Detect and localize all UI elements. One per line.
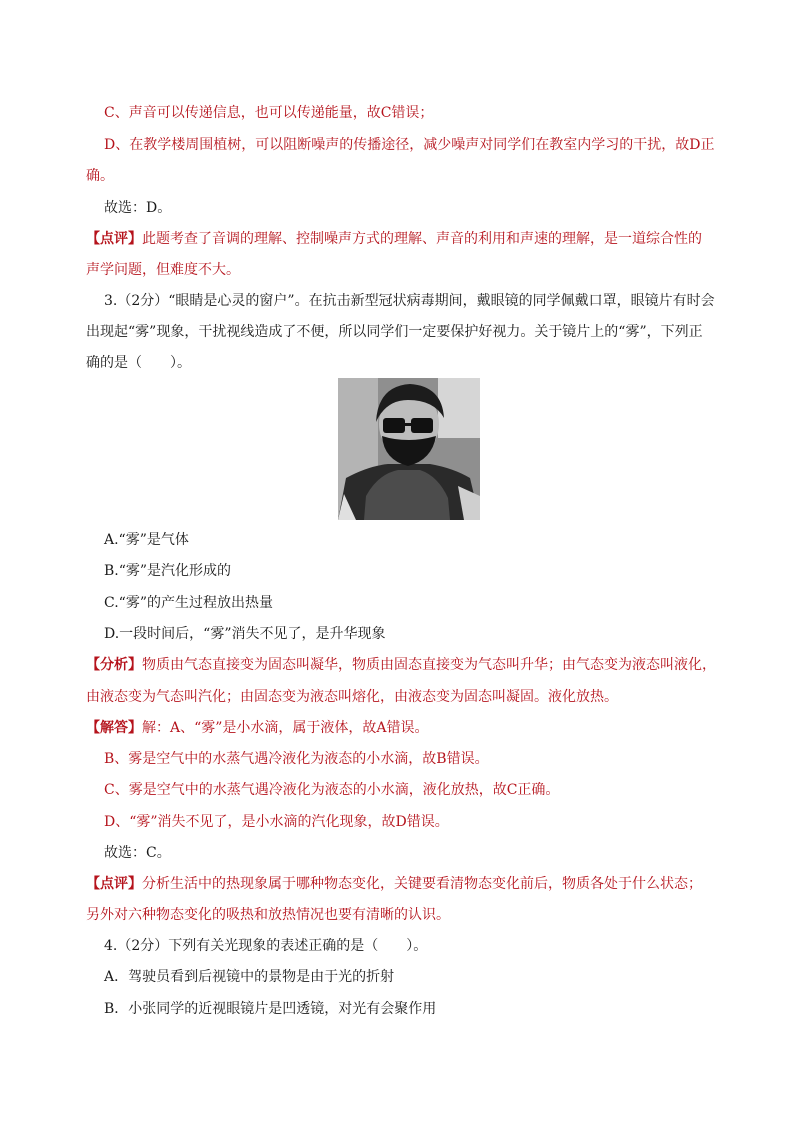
answer-line-3: 故选：C。 [104,845,171,861]
option-c-explanation: C、声音可以传递信息，也可以传递能量，故C错误； [104,105,434,121]
question-3-stem-cont: 出现起“雾”现象，干扰视线造成了不便，所以同学们一定要保护好视力。关于镜片上的“雾”，下列正 [86,324,703,340]
question-3-stem-end: 确的是（ ）。 [86,355,191,371]
masked-student-photo [338,378,480,520]
analysis-paragraph [86,656,716,674]
option-b: B.“雾”是汽化形成的 [104,563,232,579]
answer-line: 故选：D。 [104,200,172,216]
option-d-explanation-cont: 确。 [86,168,114,184]
comment-3-paragraph [86,875,702,893]
solution-d: D、“雾”消失不见了，是小水滴的汽化现象，故D错误。 [104,814,449,830]
question-4-option-a: A．驾驶员看到后视镜中的景物是由于光的折射 [104,969,395,985]
question-3-stem: 3.（2分）“眼睛是心灵的窗户”。在抗击新型冠状病毒期间，戴眼镜的同学佩戴口罩，眼镜片有时会 [104,293,715,309]
question-4-stem: 4.（2分）下列有关光现象的表述正确的是（ ）。 [104,938,428,954]
solution-paragraph [86,719,429,737]
solution-text: 解：A、“雾”是小水滴，属于液体，故A错误。 [142,720,429,736]
photo-illustration [338,378,480,520]
comment-text: 此题考查了音调的理解、控制噪声方式的理解、声音的利用和声速的理解，是一道综合性的 [142,231,702,247]
comment-paragraph [86,230,702,248]
analysis-text-cont: 由液态变为气态叫汽化；由固态变为液态叫熔化，由液态变为固态叫凝固。液化放热。 [86,689,618,705]
option-d-explanation: D、在教学楼周围植树，可以阻断噪声的传播途径，减少噪声对同学们在教室内学习的干扰，故D正 [104,137,715,153]
option-a: A.“雾”是气体 [104,532,189,548]
analysis-text: 物质由气态直接变为固态叫凝华，物质由固态直接变为气态叫升华；由气态变为液态叫液化， [142,657,716,673]
comment-text-cont: 声学问题，但难度不大。 [86,262,240,278]
question-4-option-b: B．小张同学的近视眼镜片是凹透镜，对光有会聚作用 [104,1001,437,1017]
analysis-tag: 【分析】 [86,657,142,673]
option-d: D.一段时间后，“雾”消失不见了，是升华现象 [104,626,386,642]
solution-c: C、雾是空气中的水蒸气遇冷液化为液态的小水滴，液化放热，故C正确。 [104,782,560,798]
comment-3-text: 分析生活中的热现象属于哪种物态变化，关键要看清物态变化前后，物质各处于什么状态； [142,876,702,892]
solution-b: B、雾是空气中的水蒸气遇冷液化为液态的小水滴，故B错误。 [104,751,489,767]
comment-tag: 【点评】 [86,231,142,247]
comment-3-tag: 【点评】 [86,876,142,892]
solution-tag: 【解答】 [86,720,142,736]
comment-3-text-cont: 另外对六种物态变化的吸热和放热情况也要有清晰的认识。 [86,907,450,923]
option-c: C.“雾”的产生过程放出热量 [104,595,273,611]
